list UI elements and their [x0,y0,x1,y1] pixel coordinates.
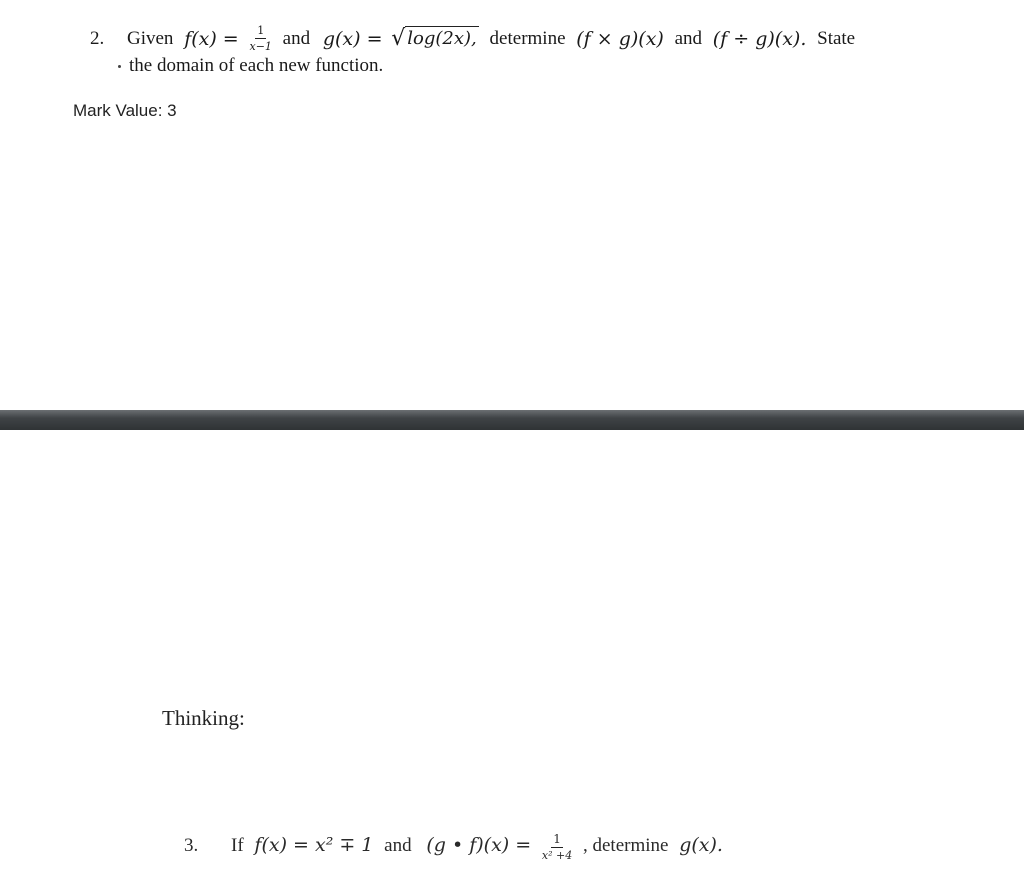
composite-fraction [542,833,572,861]
domain-instruction: the domain of each new function. [129,55,384,76]
and-text-2: and [674,27,703,49]
g-definition: g(x) = [322,27,383,50]
page-separator [0,410,1024,430]
question-2-line-2 [118,55,383,77]
g-target-expression: g(x). [679,834,723,856]
radical-sign-icon: √ [391,25,406,51]
f-fraction-numerator: 1 [257,24,265,38]
mark-value: Mark Value: 3 [73,101,177,120]
and-text: and [384,835,412,856]
state-text: State [817,27,856,49]
radicand: log(2x), [405,26,479,52]
determine-text: determine [489,27,566,49]
determine-text: , determine [582,835,669,856]
question-number: 3. [184,835,199,856]
bullet-dot-icon [118,65,121,68]
thinking-label: Thinking: [162,706,245,730]
square-root [391,26,479,52]
if-text: If [231,835,244,856]
f-definition: f(x) = x² ∓ 1 [254,834,374,856]
quotient-expression: (f ÷ g)(x). [712,27,807,50]
given-text: Given [127,27,174,49]
and-text: and [282,27,311,49]
question-number: 2. [90,27,105,49]
composite-fraction-denominator: x² +4 [541,848,573,862]
f-fraction [249,25,271,52]
composite-fraction-numerator: 1 [553,831,561,846]
product-expression: (f × g)(x) [576,27,664,50]
question-2-line-1 [90,18,990,58]
question-3-line [184,822,984,868]
composite-expression: (g • f)(x) = [426,834,532,856]
f-fraction-denominator: x−1 [249,40,272,54]
f-definition: f(x) = [184,27,239,50]
